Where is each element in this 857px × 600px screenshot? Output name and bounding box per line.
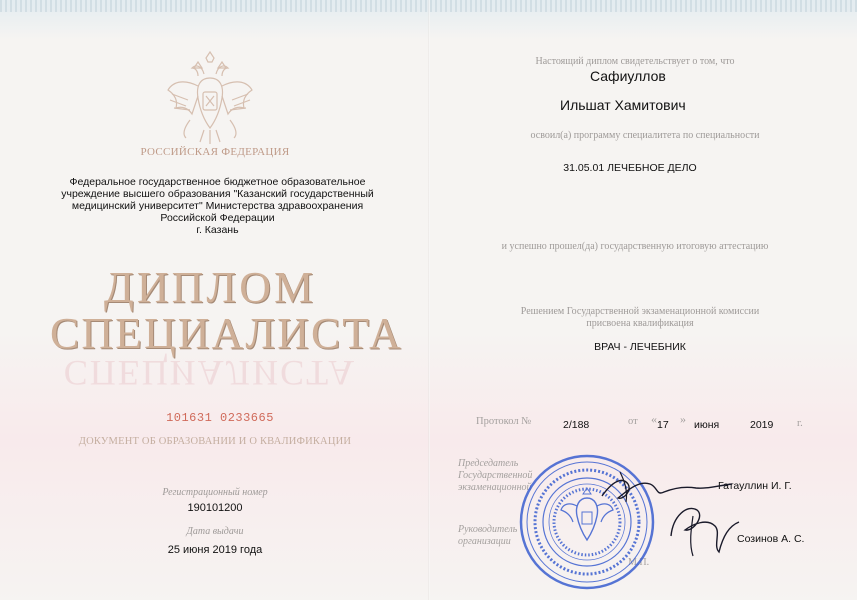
attestation-text: и успешно прошел(да) государственную итоговую аттестацию <box>501 241 769 252</box>
protocol-day: 17 <box>657 419 669 431</box>
decision-line: присвоена квалификация <box>586 318 694 329</box>
quote-close: » <box>680 412 686 426</box>
head-label-line: Руководитель <box>458 524 518 535</box>
decision-line: Решением Государственной экзаменационной комиссии <box>520 306 760 317</box>
issue-date: 25 июня 2019 года <box>167 544 263 556</box>
chair-label-line: экзаменационной <box>458 482 532 493</box>
issuer-line: учреждение высшего образования "Казанский государственный <box>61 188 374 200</box>
chair-label-line: Государственной <box>458 470 533 481</box>
issuer-line: Федеральное государственное бюджетное образовательное <box>69 176 366 188</box>
serial-number: 101631 0233665 <box>166 411 274 425</box>
protocol-label: Протокол № <box>476 416 532 427</box>
year-suffix: г. <box>797 418 803 429</box>
protocol-from-label: от <box>628 416 638 427</box>
head-signature-icon <box>663 496 743 560</box>
page-fold <box>428 0 430 600</box>
title-watermark-reflection: СПЕЦИАЛИСТА <box>63 353 357 393</box>
issuer-line: Российской Федерации <box>160 212 275 224</box>
issuer-line: медицинский университет" Министерства здравоохранения <box>71 200 364 212</box>
graduate-given-names: Ильшат Хамитович <box>560 97 686 113</box>
chair-name: Гатауллин И. Г. <box>718 480 792 492</box>
protocol-year: 2019 <box>750 419 774 431</box>
diploma-title-line2: СПЕЦИАЛИСТА <box>50 309 403 358</box>
commission-decision <box>490 306 790 330</box>
qualification: ВРАЧ - ЛЕЧЕБНИК <box>594 341 686 353</box>
protocol-number: 2/188 <box>563 419 590 431</box>
issue-date-label: Дата выдачи <box>186 526 244 537</box>
registration-label: Регистрационный номер <box>162 487 268 498</box>
head-name: Созинов А. С. <box>737 533 805 545</box>
issuer-block <box>55 176 380 236</box>
issuer-city: г. Казань <box>196 224 239 236</box>
quote-open: « <box>651 412 657 426</box>
registration-number: 190101200 <box>187 502 243 514</box>
graduate-surname: Сафиуллов <box>590 68 666 84</box>
intro-text: Настоящий диплом свидетельствует о том, что <box>535 56 735 67</box>
chair-label-line: Председатель <box>458 458 519 469</box>
head-label <box>458 524 517 548</box>
protocol-month: июня <box>694 419 720 431</box>
diploma-title-line1: ДИПЛОМ <box>103 263 317 312</box>
country-name: РОССИЙСКАЯ ФЕДЕРАЦИЯ <box>140 146 290 158</box>
document-type: ДОКУМЕНТ ОБ ОБРАЗОВАНИИ И О КВАЛИФИКАЦИИ <box>78 436 352 447</box>
coat-of-arms-icon <box>160 50 260 148</box>
program-text: освоил(а) программу специалитета по специальности <box>530 130 760 141</box>
head-label-line: организации <box>458 536 511 547</box>
seal-mark: М.П. <box>628 557 650 568</box>
specialty: 31.05.01 ЛЕЧЕБНОЕ ДЕЛО <box>563 162 697 174</box>
